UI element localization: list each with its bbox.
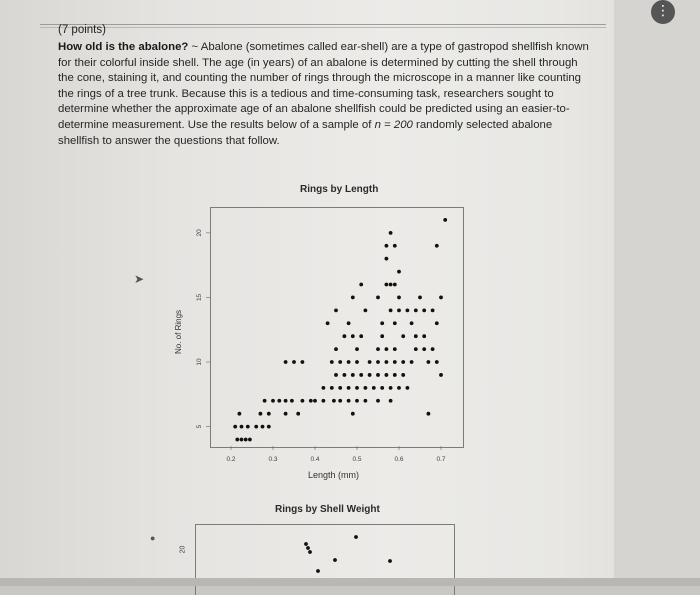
x-axis-label-length: Length (mm)	[308, 470, 360, 480]
data-point	[306, 546, 310, 550]
data-point	[316, 569, 320, 573]
y-tick-shell-weight: 20	[179, 545, 187, 554]
x-tick-label: 0.4	[310, 456, 320, 463]
data-point	[333, 558, 337, 562]
y-tick-label: 20	[196, 229, 203, 237]
bottom-edge	[0, 578, 700, 586]
question-body: ~ Abalone (sometimes called ear-shell) are a type of gastropod shellfish known for their colorful inside shell. The age (in years) of an abalone is determined by cutting the shell through the cone, staining it, and counting the number of rings through the microscope in a manner like counting the rings of a tree trunk. Because this is a tedious and time-consuming task, researchers sought to determine whether the approximate age of an abalone shellfish could be predicted using an easier-to-determine measurement. Use the results below of a sample of	[58, 41, 589, 131]
chart-title-length: Rings by Length	[300, 184, 379, 195]
x-tick-label: 0.6	[394, 456, 404, 463]
chart-title-shell-weight: Rings by Shell Weight	[275, 504, 380, 515]
cursor-mark: ➤	[134, 272, 145, 286]
data-point	[388, 559, 392, 563]
y-axis-label-length: No. of Rings	[174, 309, 183, 354]
question-tail: randomly selected abalone shellfish to answer the questions that follow.	[58, 118, 553, 147]
data-point	[354, 535, 358, 539]
y-tick-label: 15	[196, 293, 203, 302]
bullet-mark: ●	[150, 533, 156, 543]
y-tick-label: 5	[196, 424, 203, 429]
sample-size: n = 200	[374, 118, 413, 131]
x-tick-label: 0.3	[268, 456, 278, 463]
more-icon[interactable]: ⋮	[651, 0, 675, 24]
points-label: (7 points)	[58, 24, 106, 36]
x-tick-label: 0.7	[436, 456, 446, 463]
question-heading: How old is the abalone?	[58, 41, 189, 53]
y-tick-label: 10	[196, 358, 203, 366]
data-point	[304, 542, 308, 546]
x-tick-label: 0.2	[226, 456, 236, 463]
data-point	[308, 550, 312, 554]
x-tick-label: 0.5	[352, 456, 362, 463]
